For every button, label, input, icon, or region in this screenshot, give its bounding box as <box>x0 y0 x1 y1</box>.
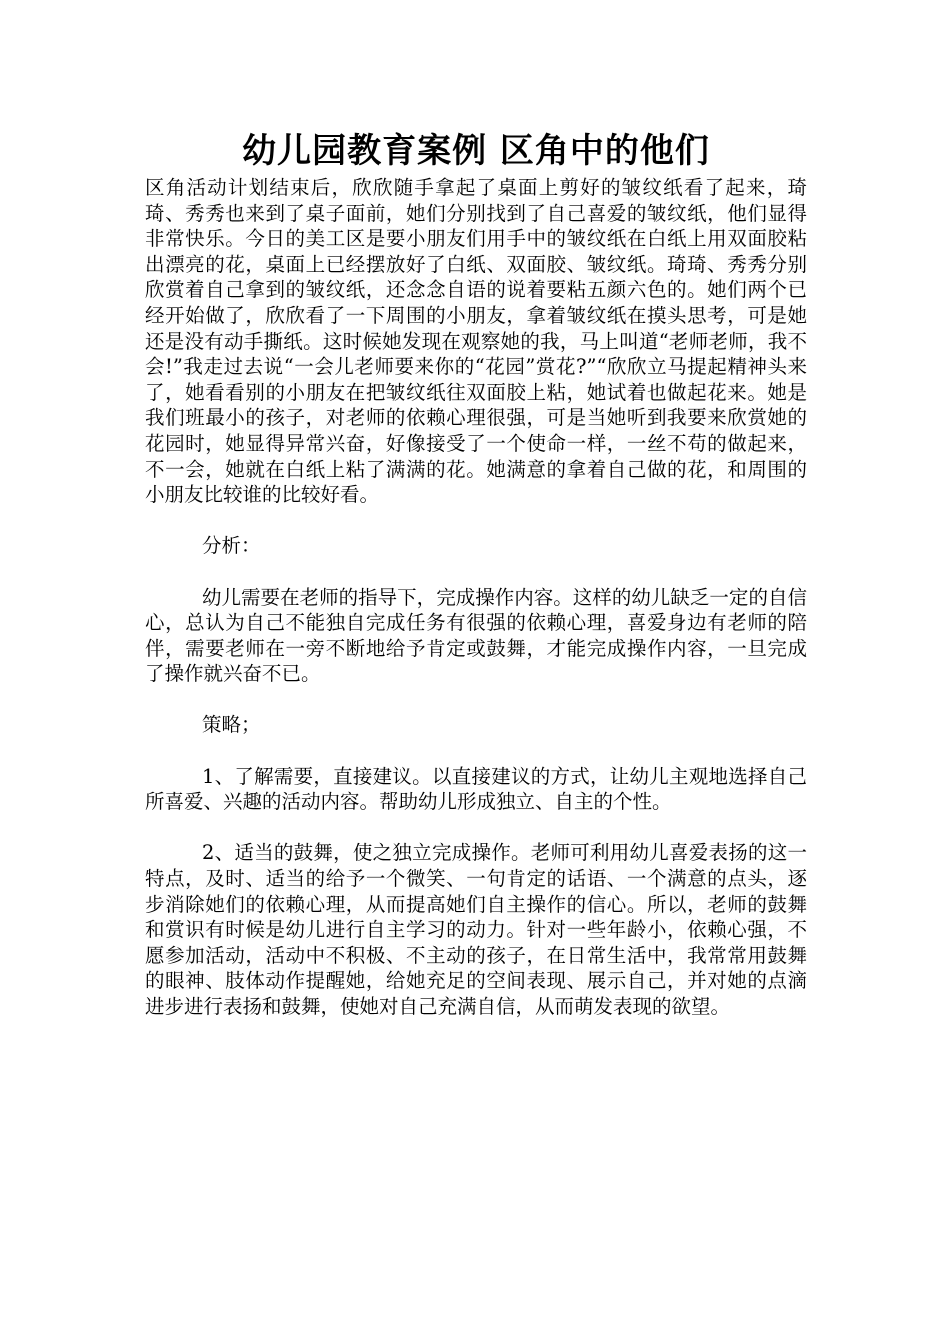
document-page <box>145 127 807 1020</box>
strategy-item-1: 1、了解需要，直接建议。以直接建议的方式，让幼儿主观地选择自己所喜爱、兴趣的活动内容。帮助幼儿形成独立、自主的个性。 <box>145 764 807 814</box>
analysis-paragraph: 幼儿需要在老师的指导下，完成操作内容。这样的幼儿缺乏一定的自信心，总认为自己不能独自完成任务有很强的依赖心理，喜爱身边有老师的陪伴，需要老师在一旁不断地给予肯定或鼓舞，才能完成操作内容，一旦完成了操作就兴奋不已。 <box>145 585 807 686</box>
document-title: 幼儿园教育案例 区角中的他们 <box>242 131 710 171</box>
analysis-heading: 分析： <box>202 534 261 558</box>
intro-paragraph: 区角活动计划结束后，欣欣随手拿起了桌面上剪好的皱纹纸看了起来，琦琦、秀秀也来到了桌子面前，她们分别找到了自己喜爱的皱纹纸，他们显得非常快乐。今日的美工区是要小朋友们用手中的皱纹纸在白纸上用双面胶粘出漂亮的花，桌面上已经摆放好了白纸、双面胶、皱纹纸。琦琦、秀秀分别欣赏着自己拿到的皱纹纸，还念念自语的说着要粘五颜六色的。她们两个已经开始做了，欣欣看了一下周围的小朋友，拿着皱纹纸在摸头思考，可是她还是没有动手撕纸。这时候她发现在观察她的我，马上叫道“老师老师，我不会!”我走过去说“一会儿老师要来你的“花园”赏花?”“欣欣立马提起精神头来了，她看看别的小朋友在把皱纹纸往双面胶上粘，她试着也做起花来。她是我们班最小的孩子，对老师的依赖心理很强，可是当她听到我要来欣赏她的花园时，她显得异常兴奋，好像接受了一个使命一样，一丝不苟的做起来，不一会，她就在白纸上粘了满满的花。她满意的拿着自己做的花，和周围的小朋友比较谁的比较好看。 <box>145 176 807 507</box>
strategy-heading: 策略； <box>202 713 261 737</box>
strategy-item-2: 2、适当的鼓舞，使之独立完成操作。老师可利用幼儿喜爱表扬的这一特点，及时、适当的给予一个微笑、一句肯定的话语、一个满意的点头，逐步消除她们的依赖心理，从而提高她们自主操作的信心。所以，老师的鼓舞和赏识有时候是幼儿进行自主学习的动力。针对一些年龄小，依赖心强，不愿参加活动，活动中不积极、不主动的孩子，在日常生活中，我常常用鼓舞的眼神、肢体动作提醒她，给她充足的空间表现、展示自己，并对她的点滴进步进行表扬和鼓舞，使她对自己充满自信，从而萌发表现的欲望。 <box>145 841 807 1018</box>
